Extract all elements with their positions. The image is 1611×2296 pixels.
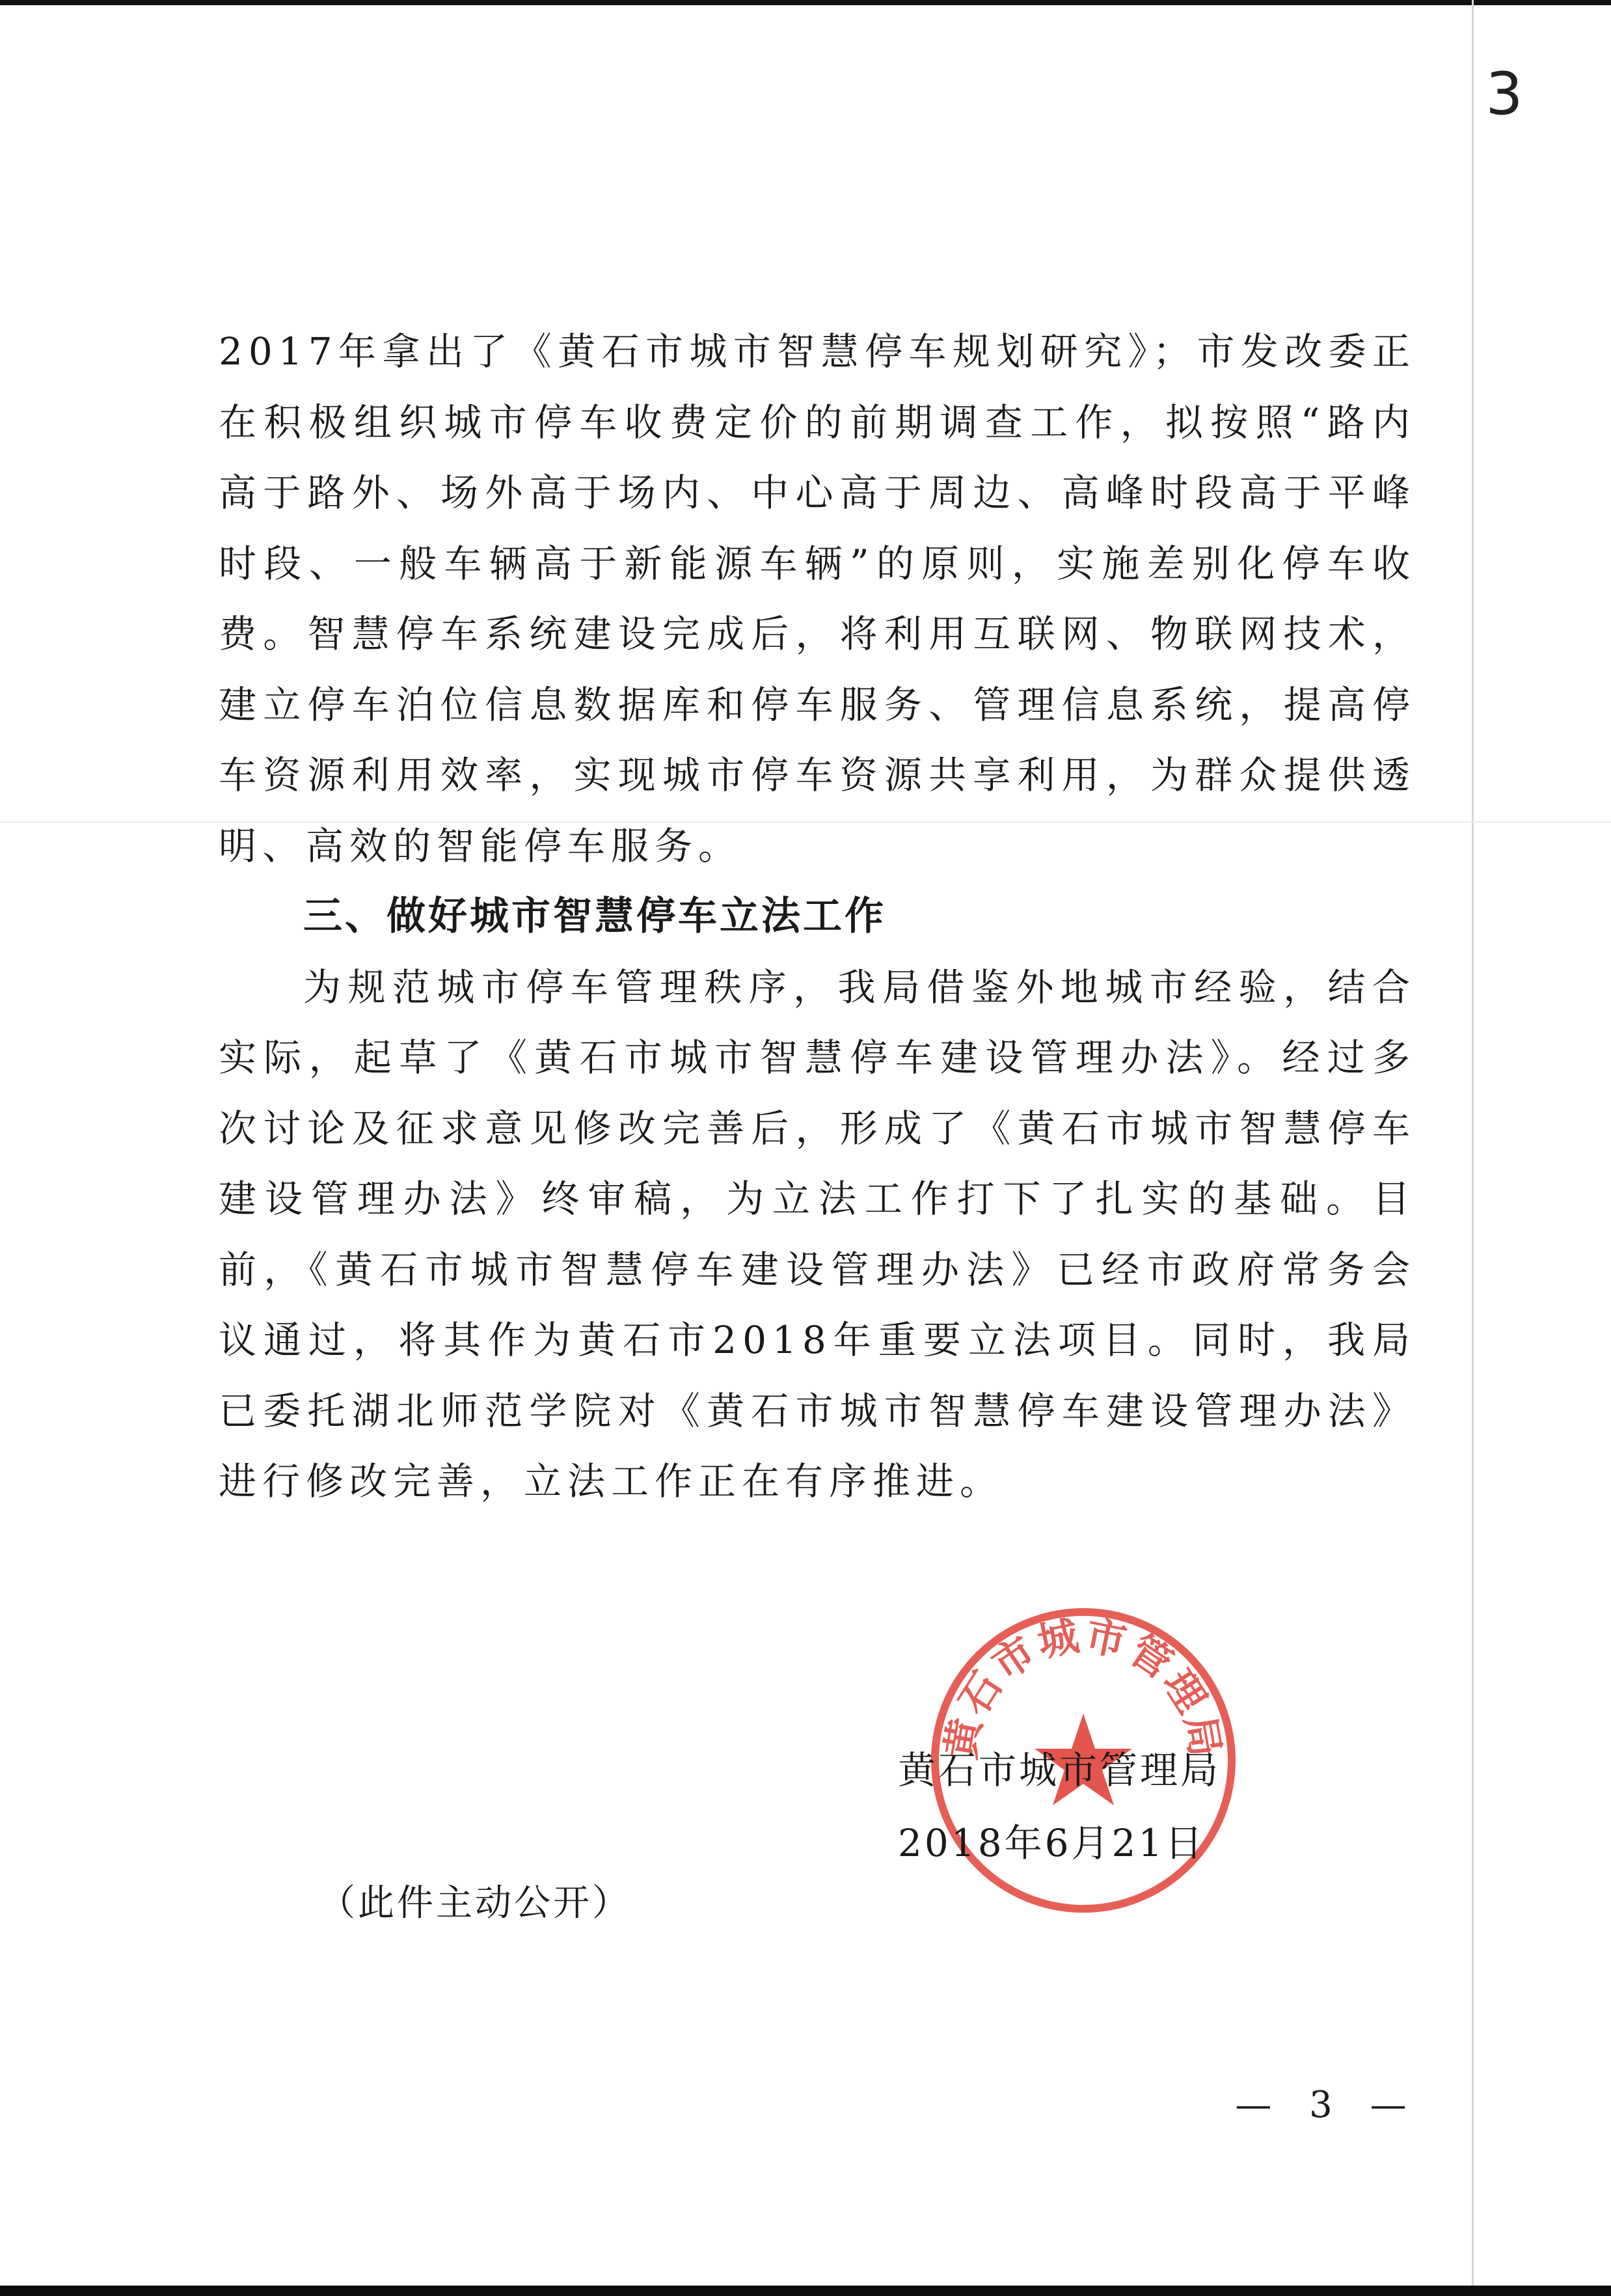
section-heading: 三、做好城市智慧停车立法工作 [303, 894, 886, 939]
body-paragraph: 2017年拿出了《黄石市城市智慧停车规划研究》；市发改委正在积极组织城市停车收费定价的前期调查工作，拟按照“路内高于路外、场外高于场内、中心高于周边、高峰时段高于平峰时段、一般车辆高于新能源车辆”的原则，实施差别化停车收费。智慧停车系统建设完成后，将利用互联网、物联网技术，建立停车泊位信息数据库和停车服务、管理信息系统，提高停车资源利用效率，实现城市停车资源共享利用，为群众提供透明、高效的智能停车服务。 [219, 329, 1416, 868]
document-body [219, 316, 1416, 1517]
handwritten-page-mark: 3 [1485, 60, 1523, 128]
signature-block [898, 1734, 1314, 1879]
signing-date: 2018年6月21日 [898, 1821, 1206, 1865]
scan-top-edge [0, 0, 1611, 5]
disclosure-note: （此件主动公开） [319, 1882, 631, 1924]
signing-organization: 黄石市城市管理局 [898, 1748, 1221, 1792]
section-paragraph: 为规范城市停车管理秩序，我局借鉴外地城市经验，结合实际，起草了《黄石市城市智慧停车建设管理办法》。经过多次讨论及征求意见修改完善后，形成了《黄石市城市智慧停车建设管理办法》终审稿，为立法工作打下了扎实的基础。目前，《黄石市城市智慧停车建设管理办法》已经市政府常务会议通过，将其作为黄石市2018年重要立法项目。同时，我局已委托湖北师范学院对《黄石市城市智慧停车建设管理办法》进行修改完善，立法工作正在有序推进。 [219, 964, 1416, 1503]
scan-right-edge [1472, 0, 1474, 2296]
seal-text: 黄石市城市管理局 [936, 1611, 1230, 1763]
page-number: — 3 — [1235, 2084, 1420, 2126]
scan-bottom-edge [0, 2286, 1611, 2296]
